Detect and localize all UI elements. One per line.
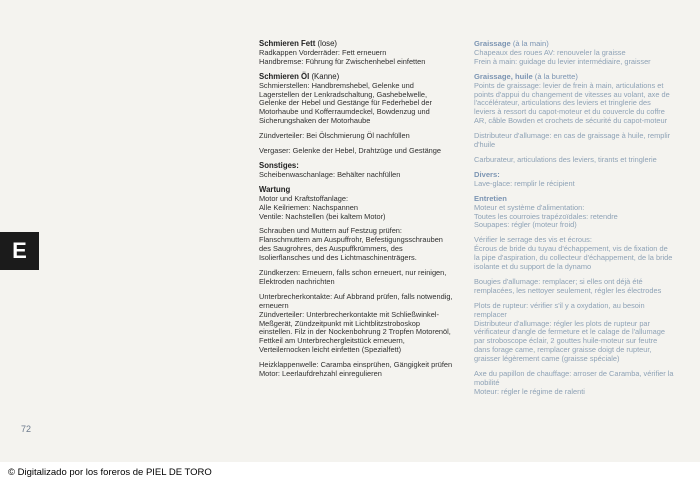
block-heading-note: (Kanne)	[311, 71, 340, 81]
block-text: Unterbrecherkontakte: Auf Abbrand prüfen, falls notwendig, erneuern Zündverteiler: Unterbrecherkontakte mit Schließwinkel-Meßgerät, Zündzeitpunkt mit Lichtblitzstroboskop einstellen. Filz in der Nockenbohrung 2 Tropfen Motorenöl, Fettkeil am Unterbrechergleitstück erneuern, Verteilernocken leicht einfetten (Spezialfett)	[259, 291, 453, 355]
text-block	[474, 278, 674, 296]
text-block	[259, 147, 455, 156]
block-text: Radkappen Vorderräder: Fett erneuern Handbremse: Führung für Zwischenhebel einfetten	[259, 47, 426, 66]
block-text: Zündverteiler: Bei Ölschmierung Öl nachfüllen	[259, 131, 410, 141]
text-block	[474, 370, 674, 397]
scan-credit: © Digitalizado por los foreros de PIEL DE TORO	[8, 467, 212, 478]
block-text: Vergaser: Gelenke der Hebel, Drahtzüge und Gestänge	[259, 146, 442, 156]
block-text: Scheibenwaschanlage: Behälter nachfüllen	[259, 169, 401, 179]
text-block	[474, 195, 674, 231]
text-block	[474, 156, 674, 165]
block-heading: Wartung	[259, 184, 291, 194]
block-text: Heizklappenwelle: Caramba einsprühen, Gängigkeit prüfen Motor: Leerlaufdrehzahl einregulieren	[259, 360, 453, 379]
block-text: Schrauben und Muttern auf Festzug prüfen: Flanschmuttern am Auspuffrohr, Befestigungsschrauben des Saugrohres, des Auspuffkrümmers, des Isolierflansches und des Lichtmaschinenträgers.	[259, 226, 443, 263]
text-block	[259, 227, 455, 263]
french-column	[474, 40, 674, 403]
block-text: Bougies d'allumage: remplacer; si elles ont déjà été remplacées, les nettoyer seulement, régler les électrodes	[474, 276, 662, 295]
block-heading: Graissage (à la main)	[474, 39, 549, 48]
section-tab: E	[0, 232, 39, 270]
block-text: Plots de rupteur: vérifier s'il y a oxydation, au besoin remplacer Distributeur d'allumage: régler les plots de rupteur par vérificateur d'angle de fermeture et le calage de l'allumage par stroboscope éclair, 2 gouttes huile-moteur sur feutre dans forage came, remplacer graisse doigt de rupteur, graisser légèrement came (graisse spéciale)	[474, 300, 665, 364]
text-block	[259, 73, 455, 126]
text-block	[259, 361, 455, 379]
block-text: Lave-glace: remplir le récipient	[474, 178, 575, 188]
text-block	[259, 269, 455, 287]
text-block	[474, 73, 674, 126]
text-block	[474, 236, 674, 272]
text-block	[259, 293, 455, 355]
block-text: Schmierstellen: Handbremshebel, Gelenke und Lagerstellen der Lenkradschaltung, Gashebelwelle, Gelenke der Hebel und Gestänge für Federhebel der Motorhaube und Kofferraumdeckel, Bowdenzug und Sicherungshaken der Motorhaube	[259, 80, 432, 126]
german-column	[259, 40, 455, 385]
text-block	[259, 162, 455, 180]
text-block	[474, 40, 674, 67]
text-block	[474, 171, 674, 189]
block-text: Vérifier le serrage des vis et écrous: Écrous de bride du tuyau d'échappement, vis de fixation de la pipe d'aspiration, du collecteur d'échappement, de la bride isolante et du support de la dynamo	[474, 235, 673, 272]
block-text: Moteur et système d'alimentation: Toutes les courroies trapézoïdales: retendre Soupapes: régler (moteur froid)	[474, 202, 618, 230]
block-heading: Entretien	[474, 193, 507, 203]
page-number: 72	[21, 424, 32, 434]
text-block	[474, 302, 674, 364]
block-text: Distributeur d'allumage: en cas de graissage à huile, remplir d'huile	[474, 131, 671, 150]
text-block	[259, 132, 455, 141]
block-text: Zündkerzen: Erneuern, falls schon erneuert, nur reinigen, Elektroden nachrichten	[259, 268, 447, 286]
block-text: Motor und Kraftstoffanlage: Alle Keilriemen: Nachspannen Ventile: Nachstellen (bei kaltem Motor)	[259, 193, 386, 221]
block-heading-note: (à la main)	[512, 39, 549, 48]
text-block	[259, 40, 455, 67]
text-block	[474, 132, 674, 150]
block-heading: Schmieren Fett (lose)	[259, 39, 337, 48]
block-text: Carburateur, articulations des leviers, tirants et tringlerie	[474, 154, 657, 164]
block-heading-note: (lose)	[317, 39, 337, 48]
block-heading: Divers:	[474, 169, 500, 179]
block-heading: Schmieren Öl (Kanne)	[259, 71, 340, 81]
block-heading: Sonstiges:	[259, 160, 299, 170]
block-heading-note: (à la burette)	[534, 71, 578, 81]
block-text: Points de graissage: levier de frein à main, articulations et points d'appui du changement de vitesses au volant, axe de l'accélérateur, articulations des leviers et tringlerie des leviers à ressort du capot-moteur et du couvercle du coffre AR, câble Bowden et crochets de sécurité du capot-moteur	[474, 80, 670, 126]
block-text: Chapeaux des roues AV: renouveler la graisse Frein à main: guidage du levier intermédiaire, graisser	[474, 47, 651, 66]
block-heading: Graissage, huile (à la burette)	[474, 71, 578, 81]
text-block	[259, 186, 455, 222]
block-text: Axe du papillon de chauffage: arroser de Caramba, vérifier la mobilité Moteur: régler le régime de ralenti	[474, 369, 674, 396]
